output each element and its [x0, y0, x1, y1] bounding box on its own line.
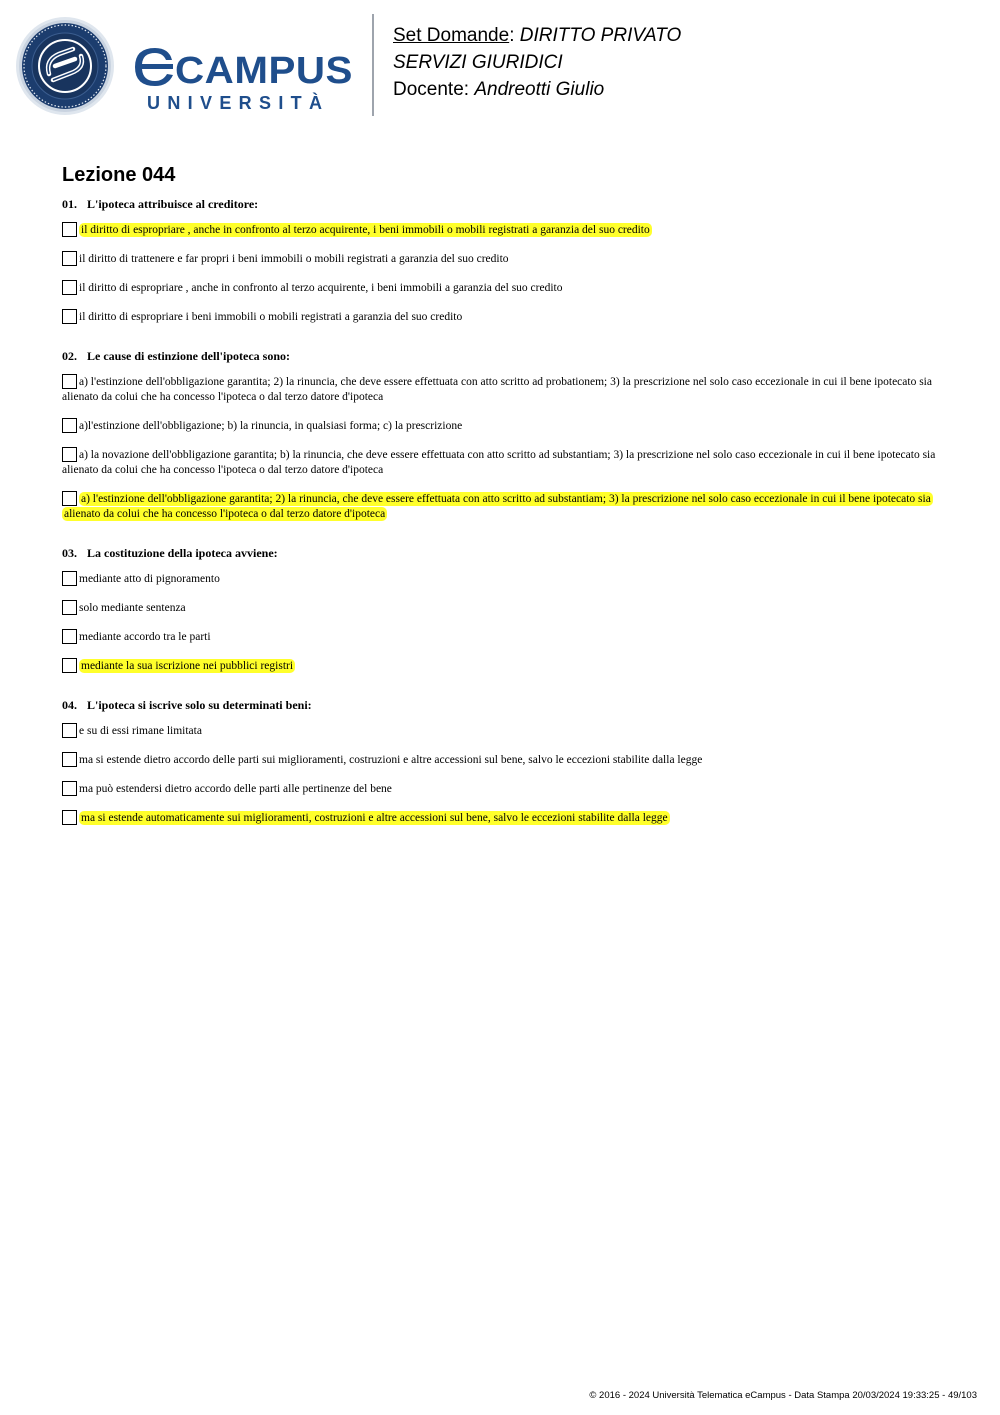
answer-option [62, 723, 942, 739]
answer-checkbox[interactable] [62, 222, 77, 237]
course-name: DIRITTO PRIVATO [519, 25, 682, 46]
answer-text-highlighted: ma si estende automaticamente sui miglioramenti, costruzioni e altre accessioni sul bene, salvo le eccezioni stabilite dalla legge [81, 812, 668, 824]
answer-checkbox[interactable] [62, 810, 77, 825]
set-domande-line [393, 22, 681, 49]
answer-checkbox[interactable] [62, 309, 77, 324]
question-text: L'ipoteca si iscrive solo su determinati beni: [87, 698, 312, 712]
answer-option [62, 222, 942, 238]
set-domande-label: Set Domande [393, 25, 510, 46]
question-text: La costituzione della ipoteca avviene: [87, 546, 278, 560]
answer-option [62, 374, 942, 405]
answer-option [62, 280, 942, 296]
answer-checkbox[interactable] [62, 752, 77, 767]
svg-text:UNIVERSITÀ: UNIVERSITÀ [147, 93, 327, 112]
answer-text: mediante accordo tra le parti [79, 631, 211, 643]
answer-checkbox[interactable] [62, 600, 77, 615]
answer-text: mediante atto di pignoramento [79, 573, 220, 585]
set-domande-separator: : [509, 25, 515, 46]
question-number: 02. [62, 349, 77, 363]
answer-checkbox[interactable] [62, 280, 77, 295]
question-block [62, 698, 942, 826]
question-text: Le cause di estinzione dell'ipoteca sono: [87, 349, 290, 363]
answer-text: a) l'estinzione dell'obbligazione garantita; 2) la rinuncia, che deve essere effettuata con atto scritto ad probationem; 3) la prescrizione nel solo caso eccezionale in cui il bene ipotecato sia alienato da colui che ha concesso l'ipoteca o dal terzo datore d'ipoteca [62, 376, 932, 403]
question-title [62, 349, 942, 364]
answer-text: il diritto di espropriare , anche in confronto al terzo acquirente, i beni immobili a garanzia del suo credito [79, 282, 563, 294]
docente-label: Docente: [393, 79, 470, 100]
quiz-content [62, 162, 942, 850]
question-title [62, 197, 942, 212]
answer-checkbox[interactable] [62, 781, 77, 796]
page-header [0, 0, 1000, 130]
docente-name: Andreotti Giulio [474, 79, 605, 100]
answer-option [62, 600, 942, 616]
answer-option [62, 658, 942, 674]
answer-checkbox[interactable] [62, 491, 77, 506]
answer-text-highlighted: il diritto di espropriare , anche in confronto al terzo acquirente, i beni immobili o mobili registrati a garanzia del suo credito [81, 224, 650, 236]
course-subtitle: SERVIZI GIURIDICI [393, 52, 563, 73]
answer-text: il diritto di trattenere e far propri i beni immobili o mobili registrati a garanzia del suo credito [79, 253, 509, 265]
answer-option [62, 629, 942, 645]
answer-option [62, 571, 942, 587]
question-number: 03. [62, 546, 77, 560]
docente-line [393, 76, 681, 103]
answer-text-highlighted: a) l'estinzione dell'obbligazione garantita; 2) la rinuncia, che deve essere effettuata con atto scritto ad substantiam; 3) la prescrizione nel solo caso eccezionale in cui il bene ipotecato sia alienato da colui che ha concesso l'ipoteca o dal terzo datore d'ipoteca [64, 493, 931, 520]
answer-option [62, 781, 942, 797]
question-title [62, 698, 942, 713]
header-divider [372, 14, 374, 116]
answer-option [62, 447, 942, 478]
page-footer: © 2016 - 2024 Università Telematica eCampus - Data Stampa 20/03/2024 19:33:25 - 49/103 [589, 1390, 977, 1401]
question-block [62, 349, 942, 522]
answer-option [62, 491, 942, 522]
answer-checkbox[interactable] [62, 418, 77, 433]
answer-checkbox[interactable] [62, 447, 77, 462]
answer-checkbox[interactable] [62, 571, 77, 586]
answer-checkbox[interactable] [62, 374, 77, 389]
answer-text: a) la novazione dell'obbligazione garantita; b) la rinuncia, che deve essere effettuata con atto scritto ad substantiam; 3) la prescrizione nel solo caso eccezionale in cui il bene ipotecato sia alienato da colui che ha concesso l'ipoteca o dal terzo datore d'ipoteca [62, 449, 936, 476]
answer-option [62, 752, 942, 768]
answer-checkbox[interactable] [62, 658, 77, 673]
question-title [62, 546, 942, 561]
answer-option [62, 418, 942, 434]
answer-text: il diritto di espropriare i beni immobili o mobili registrati a garanzia del suo credito [79, 311, 463, 323]
answer-text: ma si estende dietro accordo delle parti sui miglioramenti, costruzioni e altre accessioni sul bene, salvo le eccezioni stabilite dalla legge [79, 754, 703, 766]
answer-text: a)l'estinzione dell'obbligazione; b) la rinuncia, in qualsiasi forma; c) la prescrizione [79, 420, 463, 432]
answer-option [62, 251, 942, 267]
answer-text: e su di essi rimane limitata [79, 725, 202, 737]
answer-checkbox[interactable] [62, 723, 77, 738]
course-info [393, 22, 681, 103]
svg-text:CAMPUS: CAMPUS [175, 50, 353, 92]
answer-text: ma può estendersi dietro accordo delle parti alle pertinenze del bene [79, 783, 392, 795]
question-number: 04. [62, 698, 77, 712]
answer-option [62, 810, 942, 826]
ecampus-seal-logo [15, 16, 115, 116]
question-block [62, 197, 942, 325]
answer-option [62, 309, 942, 325]
question-number: 01. [62, 197, 77, 211]
ecampus-wordmark-logo [133, 38, 358, 112]
answer-checkbox[interactable] [62, 629, 77, 644]
answer-text: solo mediante sentenza [79, 602, 186, 614]
question-text: L'ipoteca attribuisce al creditore: [87, 197, 259, 211]
lesson-title: Lezione 044 [62, 164, 176, 186]
question-list [62, 197, 942, 826]
answer-text-highlighted: mediante la sua iscrizione nei pubblici registri [81, 660, 294, 672]
question-block [62, 546, 942, 674]
answer-checkbox[interactable] [62, 251, 77, 266]
